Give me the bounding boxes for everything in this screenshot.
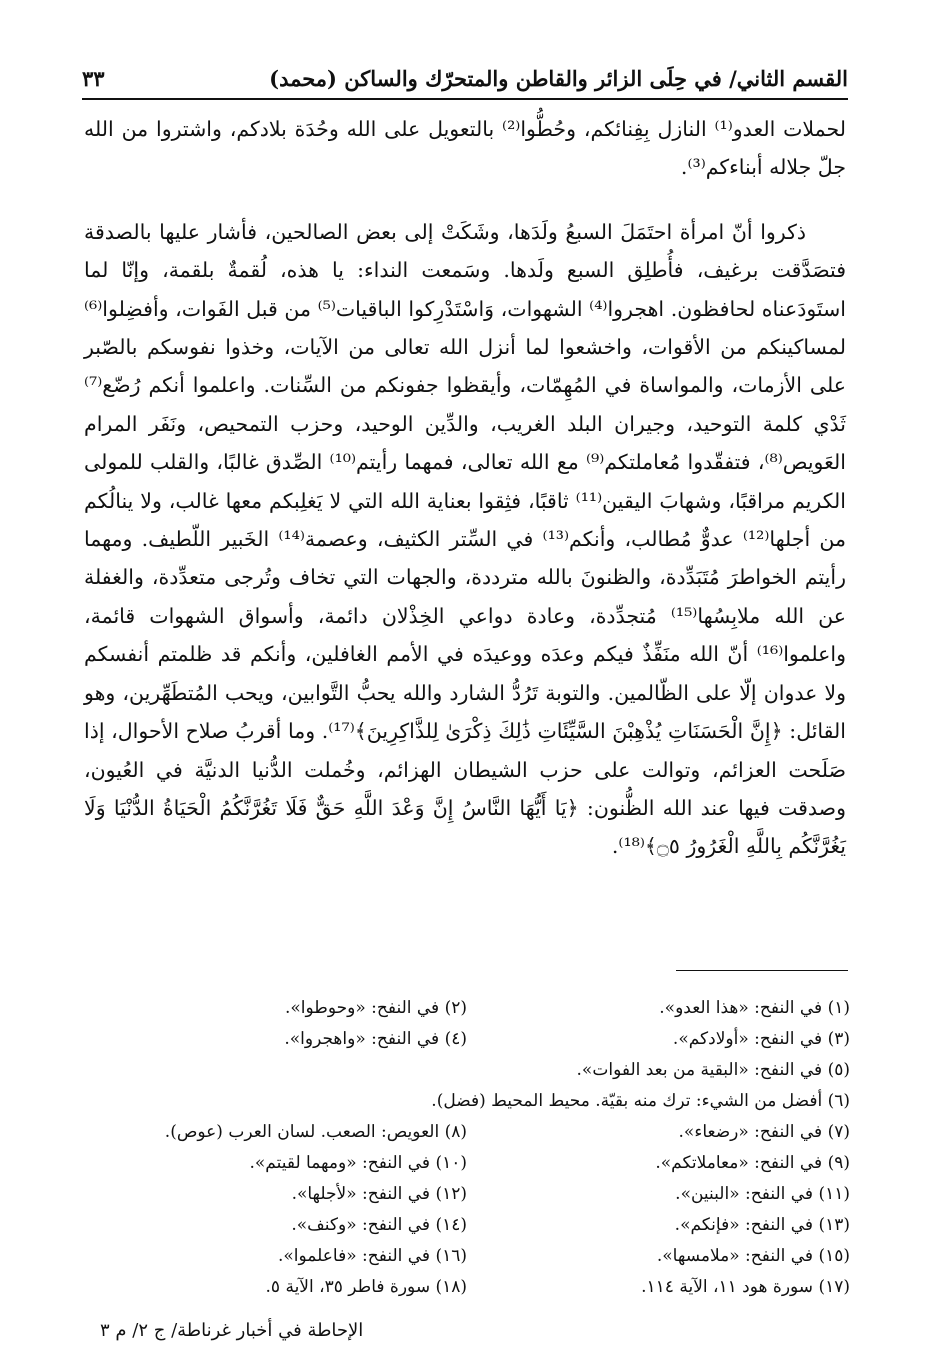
running-header — [82, 58, 848, 98]
header-divider — [82, 98, 848, 100]
footnote-3: (٣) في النفح: «أولادكم». — [672, 1028, 850, 1049]
footnote-8: (٨) العويص: الصعب. لسان العرب (عوص). — [164, 1121, 467, 1142]
footnote-18: (١٨) سورة فاطر ٣٥، الآية ٥. — [265, 1276, 467, 1297]
footnotes — [84, 992, 850, 1302]
footnote-13: (١٣) في النفح: «فإنكم». — [674, 1214, 850, 1235]
footnote-row — [84, 1271, 850, 1302]
footnote-15: (١٥) في النفح: «ملامسها». — [656, 1245, 850, 1266]
footnote-4: (٤) في النفح: «واهجروا». — [284, 1028, 467, 1049]
footnote-row — [84, 1054, 850, 1085]
running-title: القسم الثاني/ في حِلَى الزائر والقاطن والمتحرّك والساكن (محمد) — [269, 65, 848, 91]
page-number: ٣٣ — [82, 65, 105, 91]
signature-line: الإحاطة في أخبار غرناطة/ ج ٢/ م ٣ — [100, 1320, 364, 1341]
main-text — [84, 110, 846, 866]
footnote-row — [84, 1116, 850, 1147]
footnote-7: (٧) في النفح: «رضعاء». — [678, 1121, 850, 1142]
footnote-row — [84, 1209, 850, 1240]
footnote-2: (٢) في النفح: «وحوطوا». — [285, 997, 467, 1018]
footnote-row — [84, 1147, 850, 1178]
footnote-row — [84, 1178, 850, 1209]
footnote-row — [84, 1240, 850, 1271]
footnote-17: (١٧) سورة هود ١١، الآية ١١٤. — [641, 1276, 850, 1297]
footnote-14: (١٤) في النفح: «وكنف». — [291, 1214, 467, 1235]
footnote-5: (٥) في النفح: «البقية من بعد الفوات». — [576, 1059, 850, 1080]
footnote-12: (١٢) في النفح: «لأجلها». — [291, 1183, 467, 1204]
footnote-row — [84, 1023, 850, 1054]
footnote-divider — [676, 970, 848, 971]
footnote-1: (١) في النفح: «هذا العدو». — [659, 997, 850, 1018]
footnote-row — [84, 992, 850, 1023]
paragraph-2: ذكروا أنّ امرأة احتَمَلَ السبعُ ولَدَها، وشَكَتْ إلى بعض الصالحين، فأشار عليها بالصدقة فتصَدَّقت برغيف، فأُطلِق السبع ولَدها. وسَمعت النداء: يا هذه، لُقمةٌ بلقمة، وإنّا لما استَودَعناه لحافظون. اهجروا⁽⁴⁾ الشهوات، وَاسْتَدْرِكوا الباقيات⁽⁵⁾ من قبل الفَوات، وأفضِلوا⁽⁶⁾ لمساكينكم من الأقوات، واخشعوا لما أنزل الله تعالى من الآيات، وخذوا نفوسكم بالصّبر على الأزمات، والمواساة في المُهِمّات، وأيقظوا جفونكم من السِّنات. واعلموا أنكم رُضّع⁽⁷⁾ ثَدْي كلمة التوحيد، وجيران البلد الغريب، والدِّين الوحيد، وحزب التمحيص، ونَفَر المرام العَويص⁽⁸⁾، فتفقّدوا مُعاملتكم⁽⁹⁾ مع الله تعالى، فمهما رأيتم⁽¹⁰⁾ الصِّدق غالبًا، والقلب للمولى الكريم مراقبًا، وشهابَ اليقين⁽¹¹⁾ ثاقبًا، فثِقوا بعناية الله التي لا يَغلِبكم معها غالب، ولا ينالُكم من أجلها⁽¹²⁾ عدوٌّ مُطالب، وأنكم⁽¹³⁾ في السِّتر الكثيف، وعصمة⁽¹⁴⁾ الخَبير اللّطيف. ومهما رأيتم الخواطرَ مُتَبَدِّدة، والظنونَ بالله مترددة، والجهات التي تخاف وتُرجى متعدِّدة، والغفلة عن الله ملابِسُها⁽¹⁵⁾ مُتجدِّدة، وعادة دواعي الخِذْلان دائمة، وأسواق الشهوات قائمة، واعلموا⁽¹⁶⁾ أنّ الله منَفِّذٌ فيكم وعدَه ووعيدَه في الأمم الغافلين، وأنكم قد ظلمتم أنفسكم ولا عدوان إلّا على الظّالمين. والتوبة تَرُدُّ الشارد والله يحبُّ التَّوابين، ويحب المُتطَهِّرين، وهو القائل: ﴿إِنَّ الْحَسَنَاتِ يُذْهِبْنَ السَّيِّئَاتِ ذَٰلِكَ ذِكْرَىٰ لِلذَّاكِرِينَ﴾⁽¹⁷⁾. وما أقربُ صلاح الأحوال، إذا صَلَحت العزائم، وتوالت على حزب الشيطان الهزائم، وخُملت الدُّنيا الدنيَّة في العُيون، وصدقت فيها عند الله الظُّنون: ﴿يَا أَيُّهَا النَّاسُ إِنَّ وَعْدَ اللَّهِ حَقٌّ فَلَا تَغُرَّنَّكُمُ الْحَيَاةُ الدُّنْيَا وَلَا يَغُرَّنَّكُم بِاللَّهِ الْغَرُورُ ۝٥﴾⁽¹⁸⁾. — [84, 219, 846, 859]
footnote-11: (١١) في النفح: «البنين». — [675, 1183, 850, 1204]
footnote-row — [84, 1085, 850, 1116]
footnote-10: (١٠) في النفح: «ومهما لقيتم». — [249, 1152, 467, 1173]
footnote-16: (١٦) في النفح: «فاعلموا». — [278, 1245, 467, 1266]
paragraph-1: لحملات العدو⁽¹⁾ النازل بِفِنائكم، وحُطُّوا⁽²⁾ بالتعويل على الله وحُدَة بلادكم، واشتروا من الله جلّ جلاله أبناءكم⁽³⁾. — [84, 117, 846, 180]
footnote-6: (٦) أفضل من الشيء: ترك منه بقيّة. محيط المحيط (فضل). — [431, 1090, 850, 1111]
footnote-9: (٩) في النفح: «معاملاتكم». — [655, 1152, 850, 1173]
